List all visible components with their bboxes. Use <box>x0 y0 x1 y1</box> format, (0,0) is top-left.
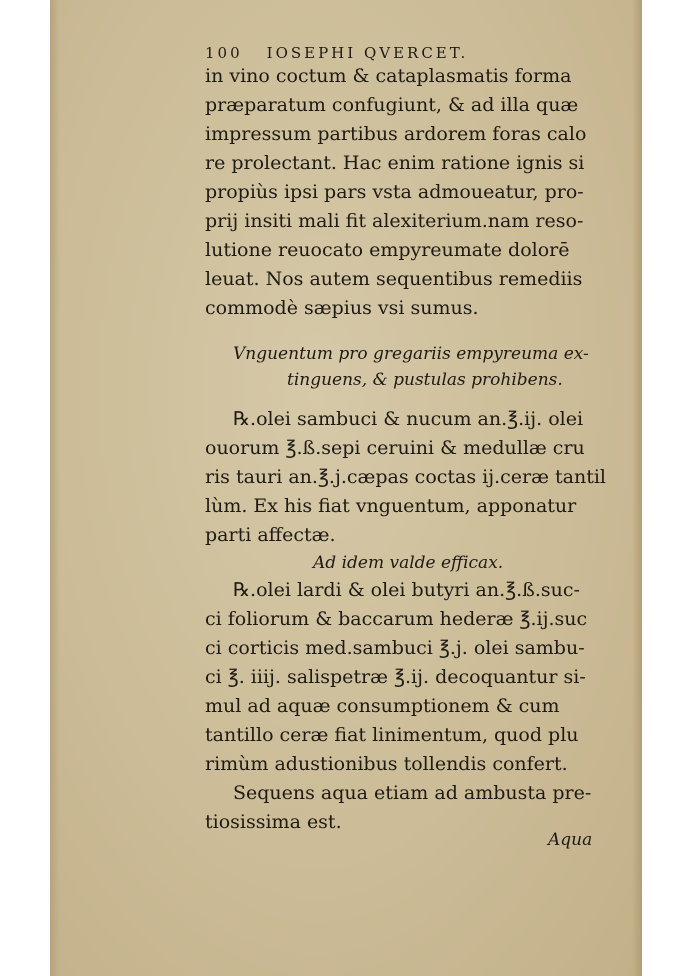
text-line: tiosissima est. <box>205 811 342 833</box>
text-line: lutione reuocato empyreumate dolorē <box>205 239 570 261</box>
running-header <box>205 30 615 62</box>
text-line: ci corticis med.sambuci ℥.j. olei sambu- <box>205 637 585 659</box>
text-line: prij insiti mali fit alexiterium.nam reso- <box>205 210 584 232</box>
recipe-1-heading <box>205 341 615 393</box>
text-line: leuat. Nos autem sequentibus remediis <box>205 268 583 290</box>
text-line: ℞.olei lardi & olei butyri an.℥.ß.suc- <box>233 579 580 601</box>
text-line: præparatum confugiunt, & ad illa quæ <box>205 94 579 116</box>
page-edge-shadow <box>632 0 642 976</box>
text-line: mul ad aquæ consumptionem & cum <box>205 695 560 717</box>
page-gutter-shadow <box>50 0 60 976</box>
page-text-block <box>205 30 615 837</box>
text-line: ouorum ℥.ß.sepi ceruini & medullæ cru <box>205 437 585 459</box>
text-line: rimùm adustionibus tollendis confert. <box>205 753 568 775</box>
closing-paragraph <box>205 779 615 837</box>
text-line: in vino coctum & cataplasmatis forma <box>205 65 572 87</box>
paragraph-1 <box>205 62 615 323</box>
page-number: 100 <box>205 44 243 62</box>
text-line: re prolectant. Hac enim ratione ignis si <box>205 152 585 174</box>
text-line: ℞.olei sambuci & nucum an.℥.ij. olei <box>233 408 584 430</box>
catchword: Aqua <box>548 830 593 850</box>
text-line: ris tauri an.℥.j.cæpas coctas ij.ceræ tantil <box>205 466 607 488</box>
recipe-2-heading: Ad idem valde efficax. <box>313 553 504 573</box>
heading-line: Vnguentum pro gregariis empyreuma ex- <box>233 344 589 364</box>
text-line: propiùs ipsi pars vsta admoueatur, pro- <box>205 181 584 203</box>
heading-line: tinguens, & pustulas prohibens. <box>287 370 563 390</box>
text-line: Sequens aqua etiam ad ambusta pre- <box>233 782 592 804</box>
text-line: impressum partibus ardorem foras calo <box>205 123 587 145</box>
recipe-1 <box>205 405 615 550</box>
running-title: IOSEPHI QVERCET. <box>266 44 469 62</box>
text-line: commodè sæpius vsi sumus. <box>205 297 479 319</box>
text-line: ci foliorum & baccarum hederæ ℥.ij.suc <box>205 608 588 630</box>
text-line: parti affectæ. <box>205 524 336 546</box>
recipe-2 <box>205 576 615 779</box>
text-line: lùm. Ex his fiat vnguentum, apponatur <box>205 495 577 517</box>
text-line: ci ℥. iiij. salispetræ ℥.ij. decoquantur si- <box>205 666 586 688</box>
text-line: tantillo ceræ fiat linimentum, quod plu <box>205 724 579 746</box>
